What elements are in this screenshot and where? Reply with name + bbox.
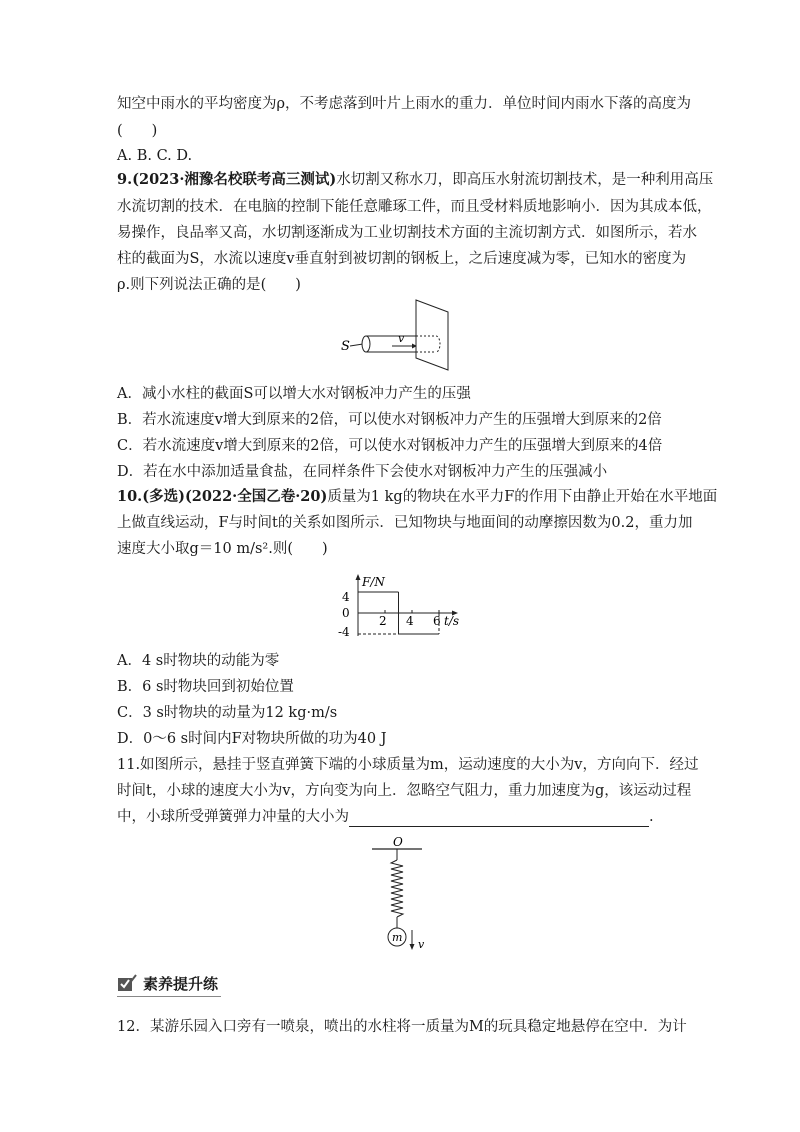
q12-line-1: 12．某游乐园入口旁有一喷泉，喷出的水柱将一质量为M的玩具稳定地悬停在空中．为计 [117,1019,687,1035]
q10-option-a: A．4 s时物块的动能为零 [117,653,280,669]
s-pointer [350,344,363,346]
x-tick-label-6: 6 [433,614,441,628]
q10-option-d: D．0～6 s时间内F对物块所做的功为40 J [117,731,387,747]
area-s-label: S [341,339,350,354]
q10-line-2: 上做直线运动，F与时间t的关系如图所示．已知物块与地面间的动摩擦因数为0.2，重力加 [117,515,693,531]
q9-source: 9.(2023·湘豫名校联考高三测试) [117,171,337,188]
velocity-v-label: v [418,938,425,951]
ball-mass-label: m [392,931,403,944]
force-time-chart [330,572,470,640]
q9-line-3: 易操作，良品率又高，水切割逐渐成为工业切割技术方面的主流切割方式．如图所示，若水 [117,225,697,241]
answer-blank[interactable] [349,812,649,827]
q9-option-d: D．若在水中添加适量食盐，在同样条件下会使水对钢板冲力产生的压强减小 [117,464,608,480]
y-tick-label-4: 4 [342,590,350,604]
pivot-o-label: O [393,835,403,849]
q11-text: 中，小球所受弹簧弹力冲量的大小为 [117,809,349,825]
jet-end-face [362,336,370,352]
q9-line-2: 水流切割的技术．在电脑的控制下能任意雕琢工件，而且受材料质地影响小．因为其成本低， [117,199,712,215]
spring-coil [391,860,403,917]
velocity-arrowhead [410,944,415,950]
q11-period: . [649,809,654,825]
q11-line-1: 11.如图所示，悬挂于竖直弹簧下端的小球质量为m，运动速度的大小为v，方向向下．经过 [117,757,699,773]
q8-options: A. B. C. D. [117,148,193,164]
section-underline [117,996,221,997]
q9-option-b: B．若水流速度v增大到原来的2倍，可以使水对钢板冲力产生的压强增大到原来的2倍 [117,412,662,428]
q9-line-4: 柱的截面为S，水流以速度v垂直射到被切割的钢板上，之后速度减为零，已知水的密度为 [117,251,687,267]
q9-option-c: C．若水流速度v增大到原来的2倍，可以使水对钢板冲力产生的压强增大到原来的4倍 [117,438,663,454]
pencil-check-icon [117,974,137,992]
q9-option-a: A．减小水柱的截面S可以增大水对钢板冲力产生的压强 [117,386,471,402]
q10-source: 10.(多选)(2022·全国乙卷·20) [117,488,328,505]
q8-line-1: 知空中雨水的平均密度为ρ，不考虑落到叶片上雨水的重力．单位时间内雨水下落的高度为 [117,96,692,112]
spring-figure [366,834,436,954]
steel-plate [416,300,448,370]
y-axis-arrowhead [356,574,361,580]
x-axis-label: t/s [444,614,460,628]
x-tick-label-4: 4 [406,614,414,628]
y-tick-label-0: 0 [342,606,350,620]
y-tick-label-neg4: -4 [338,625,350,639]
q10-line-1 [117,487,717,507]
section-title: 素养提升练 [143,974,219,993]
q10-text: 质量为1 kg的物块在水平力F的作用下由静止开始在水平地面 [327,489,718,505]
q9-text: 水切割又称水刀，即高压水射流切割技术，是一种利用高压 [336,172,714,188]
q10-line-3: 速度大小取g＝10 m/s².则( ) [117,541,328,557]
q9-line-1 [117,170,713,190]
q10-option-c: C．3 s时物块的动量为12 kg·m/s [117,705,338,721]
q11-line-3 [117,807,654,827]
y-axis-label: F/N [362,575,385,589]
x-tick-label-2: 2 [379,614,387,628]
water-jet-figure [336,296,466,372]
q8-answer-bracket: ( ) [117,123,158,139]
velocity-v-label: v [398,332,405,345]
section-header [117,972,218,994]
q10-option-b: B．6 s时物块回到初始位置 [117,679,294,695]
q9-line-5: ρ.则下列说法正确的是( ) [117,277,301,293]
q11-line-2: 时间t，小球的速度大小为v，方向变为向上．忽略空气阻力，重力加速度为g，该运动过程 [117,783,692,799]
